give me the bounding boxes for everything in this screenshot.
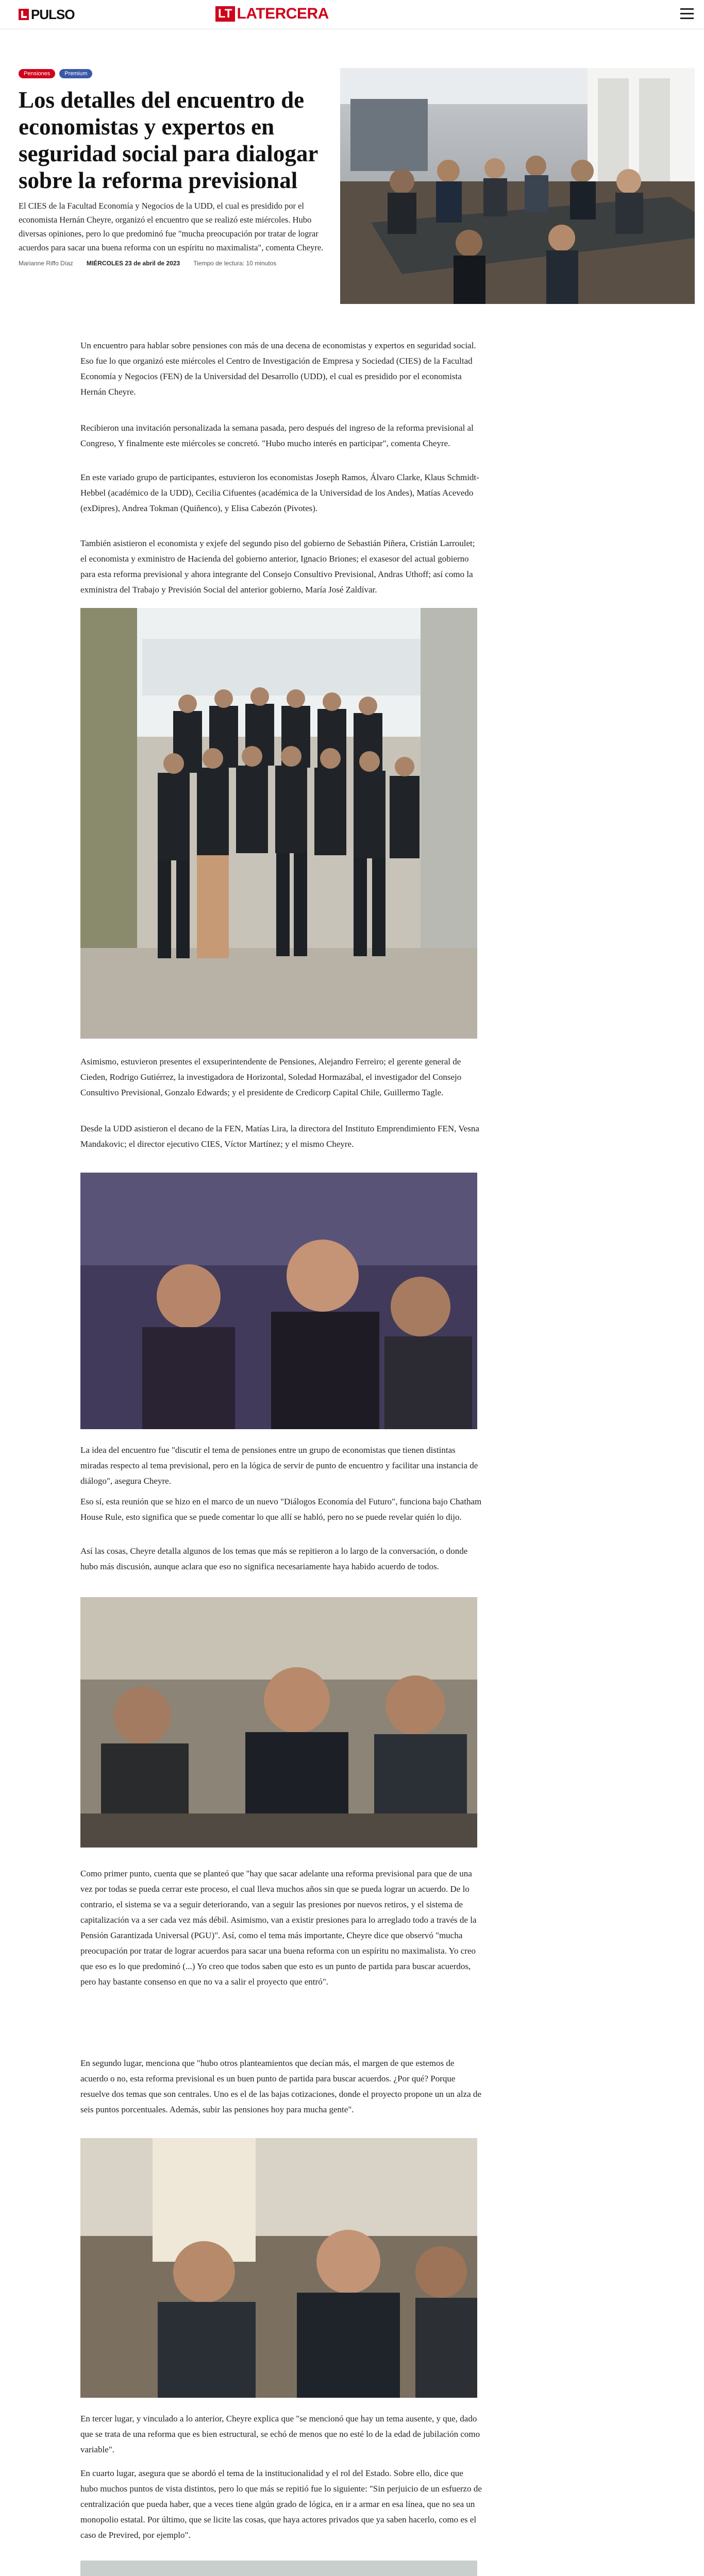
read-time: Tiempo de lectura: 10 minutos bbox=[193, 260, 277, 267]
paragraph-11: En segundo lugar, menciona que "hubo otros planteamientos que decían más, el margen de que estemos de acuerdo o no, esta reforma previsional es un buen punto de partida para buscar acuerdos. ¿Por qué? Porque resuelve dos temas que son centrales. Uno es el de las bajas cotizaciones, donde el proyecto propone un un alza de seis puntos porcentuales. Además, subir las pensiones hoy para mucha gente". bbox=[80, 2058, 481, 2114]
hamburger-menu-icon[interactable] bbox=[680, 8, 694, 20]
article-lead: El CIES de la Facultad Economía y Negocios de la UDD, el cual es presidido por el economista Hernán Cheyre, organizó el encuentro que se realizó este miércoles. Hubo diversas opiniones, pero lo que predominó fue "mucha preocupación por tratar de lograr acuerdos para sacar una buena reforma con un espíritu no maximalista", comenta Cheyre. bbox=[19, 201, 324, 252]
paragraph-9: Así las cosas, Cheyre detalla algunos de los temas que más se repitieron a lo largo de la conversación, o donde hubo más discusión, aunque aclara que eso no significa necesariamente haya habido acuerdo de todos. bbox=[80, 1546, 468, 1571]
meeting-photo-4[interactable] bbox=[80, 2138, 477, 2398]
group-photo[interactable] bbox=[80, 608, 477, 1039]
paragraph-13: En cuarto lugar, asegura que se abordó el tema de la institucionalidad y el rol del Estado. Sobre ello, dice que hubo muchos puntos de vista distintos, pero lo que más se repitió fue lo siguiente: "Sin perjuicio de un esfuerzo de centralización que pueda haber, que a veces tiene algún grado de lógica, en ir a armar en esa línea, que no sea un monopolio estatal. Por último, que se licite las cosas, que haya actores privados que ya saben hacerlo, como es el caso de Previred, por ejemplo". bbox=[80, 2468, 482, 2540]
paragraph-1: Un encuentro para hablar sobre pensiones con más de una decena de economistas y expertos en seguridad social. Eso fue lo que organizó este miércoles el Centro de Investigación de Empresa y Sociedad (CIES) de la Facultad Economía y Negocios (FEN) de la Universidad del Desarrollo (UDD), el cual es presidido por el economista Hernán Cheyre. bbox=[80, 341, 476, 397]
paragraph-6: Desde la UDD asistieron el decano de la FEN, Matías Lira, la directora del Instituto Emprendimiento FEN, Vesna Mandakovic; el director ejecutivo CIES, Víctor Martínez; y el mismo Cheyre. bbox=[80, 1124, 479, 1149]
meeting-photo-2[interactable] bbox=[80, 1173, 477, 1429]
tag-pensiones[interactable]: Pensiones bbox=[19, 69, 55, 78]
latercera-logo-mark: LT bbox=[215, 6, 235, 22]
pulso-logo[interactable] bbox=[19, 7, 75, 22]
author-name[interactable]: Marianne Riffo Díaz bbox=[19, 260, 73, 267]
meeting-photo-5[interactable] bbox=[80, 2561, 477, 2576]
paragraph-4: También asistieron el economista y exjefe del segundo piso del gobierno de Sebastián Piñera, Cristián Larroulet; el economista y exministro de Hacienda del gobierno anterior, Ignacio Briones; el exasesor del actual gobierno para esta reforma previsional y ahora integrante del Consejo Consultivo Previsional, Andras Uthoff; así como la exministra del Trabajo y Previsión Social del anterior gobierno, María José Zaldívar. bbox=[80, 538, 475, 595]
pulso-logo-mark bbox=[19, 9, 29, 20]
paragraph-2: Recibieron una invitación personalizada la semana pasada, pero después del ingreso de la reforma previsional al Congreso, Y finalmente este miércoles se concretó. "Hubo mucho interés en participar", comenta Cheyre. bbox=[80, 423, 474, 448]
latercera-logo[interactable] bbox=[215, 5, 329, 23]
article-tags bbox=[19, 69, 92, 78]
publish-date: MIÉRCOLES 23 de abril de 2023 bbox=[86, 260, 180, 267]
article-byline bbox=[19, 260, 348, 267]
hero-meeting-photo[interactable] bbox=[340, 68, 695, 304]
latercera-logo-text: LATERCERA bbox=[237, 5, 329, 22]
article-title: Los detalles del encuentro de economistas y expertos en seguridad social para dialogar sobre la reforma previsional bbox=[19, 87, 318, 193]
pulso-logo-text: PULSO bbox=[31, 6, 75, 22]
paragraph-10: Como primer punto, cuenta que se planteó que "hay que sacar adelante una reforma previsional para que de una vez por todas se pueda cerrar este proceso, el cual lleva muchos años sin que se pueda lograr un acuerdo. De lo contrario, el sistema se va a seguir deteriorando, van a seguir las presiones por nuevos retiros, y el sistema de capitalización va a ser cada vez más débil. Asimismo, van a existir presiones para lo arreglado todo a través de la Pensión Garantizada Universal (PGU)". Así, como el tema más importante, Cheyre dice que observó "mucha preocupación por tratar de lograr acuerdos para sacar una buena reforma con un espíritu no maximalista. Yo creo que eso es lo que predominó (...) Yo creo que todos saben que esto es un punto de partida para buscar acuerdos, pero hay bastante consenso en que no va a salir el proyecto que entró". bbox=[80, 1869, 477, 1987]
tag-premium[interactable]: Premium bbox=[59, 69, 92, 78]
paragraph-8: Eso sí, esta reunión que se hizo en el marco de un nuevo "Diálogos Economía del Futuro", funciona bajo Chatham House Rule, esto significa que se puede comentar lo que allí se habló, pero no se puede revelar quién lo dijo. bbox=[80, 1497, 482, 1522]
site-header bbox=[0, 0, 704, 29]
meeting-photo-3[interactable] bbox=[80, 1597, 477, 1848]
paragraph-7: La idea del encuentro fue "discutir el tema de pensiones entre un grupo de economistas que tienen distintas miradas respecto al tema previsional, pero en la lógica de servir de punto de encuentro y facilitar una instancia de diálogo", asegura Cheyre. bbox=[80, 1445, 478, 1486]
paragraph-3: En este variado grupo de participantes, estuvieron los economistas Joseph Ramos, Álvaro Clarke, Klaus Schmidt-Hebbel (académico de la UDD), Cecilia Cifuentes (académica de la Universidad de los Andes), Matías Acevedo (exDipres), Andrea Tokman (Quiñenco), y Elisa Cabezón (Pivotes). bbox=[80, 472, 479, 513]
paragraph-5: Asimismo, estuvieron presentes el exsuperintendente de Pensiones, Alejandro Ferreiro; el gerente general de Cieden, Rodrigo Gutiérrez, la investigadora de Horizontal, Soledad Hormazábal, el investigador del Consejo Consultivo Previsional, Gonzalo Edwards; y el presidente de Credicorp Capital Chile, Guillermo Tagle. bbox=[80, 1057, 462, 1097]
paragraph-12: En tercer lugar, y vinculado a lo anterior, Cheyre explica que "se mencionó que hay un tema ausente, y que, dado que se trata de una reforma que es bien estructural, se echó de menos que no esté lo de la edad de jubilación como variable". bbox=[80, 2414, 480, 2454]
